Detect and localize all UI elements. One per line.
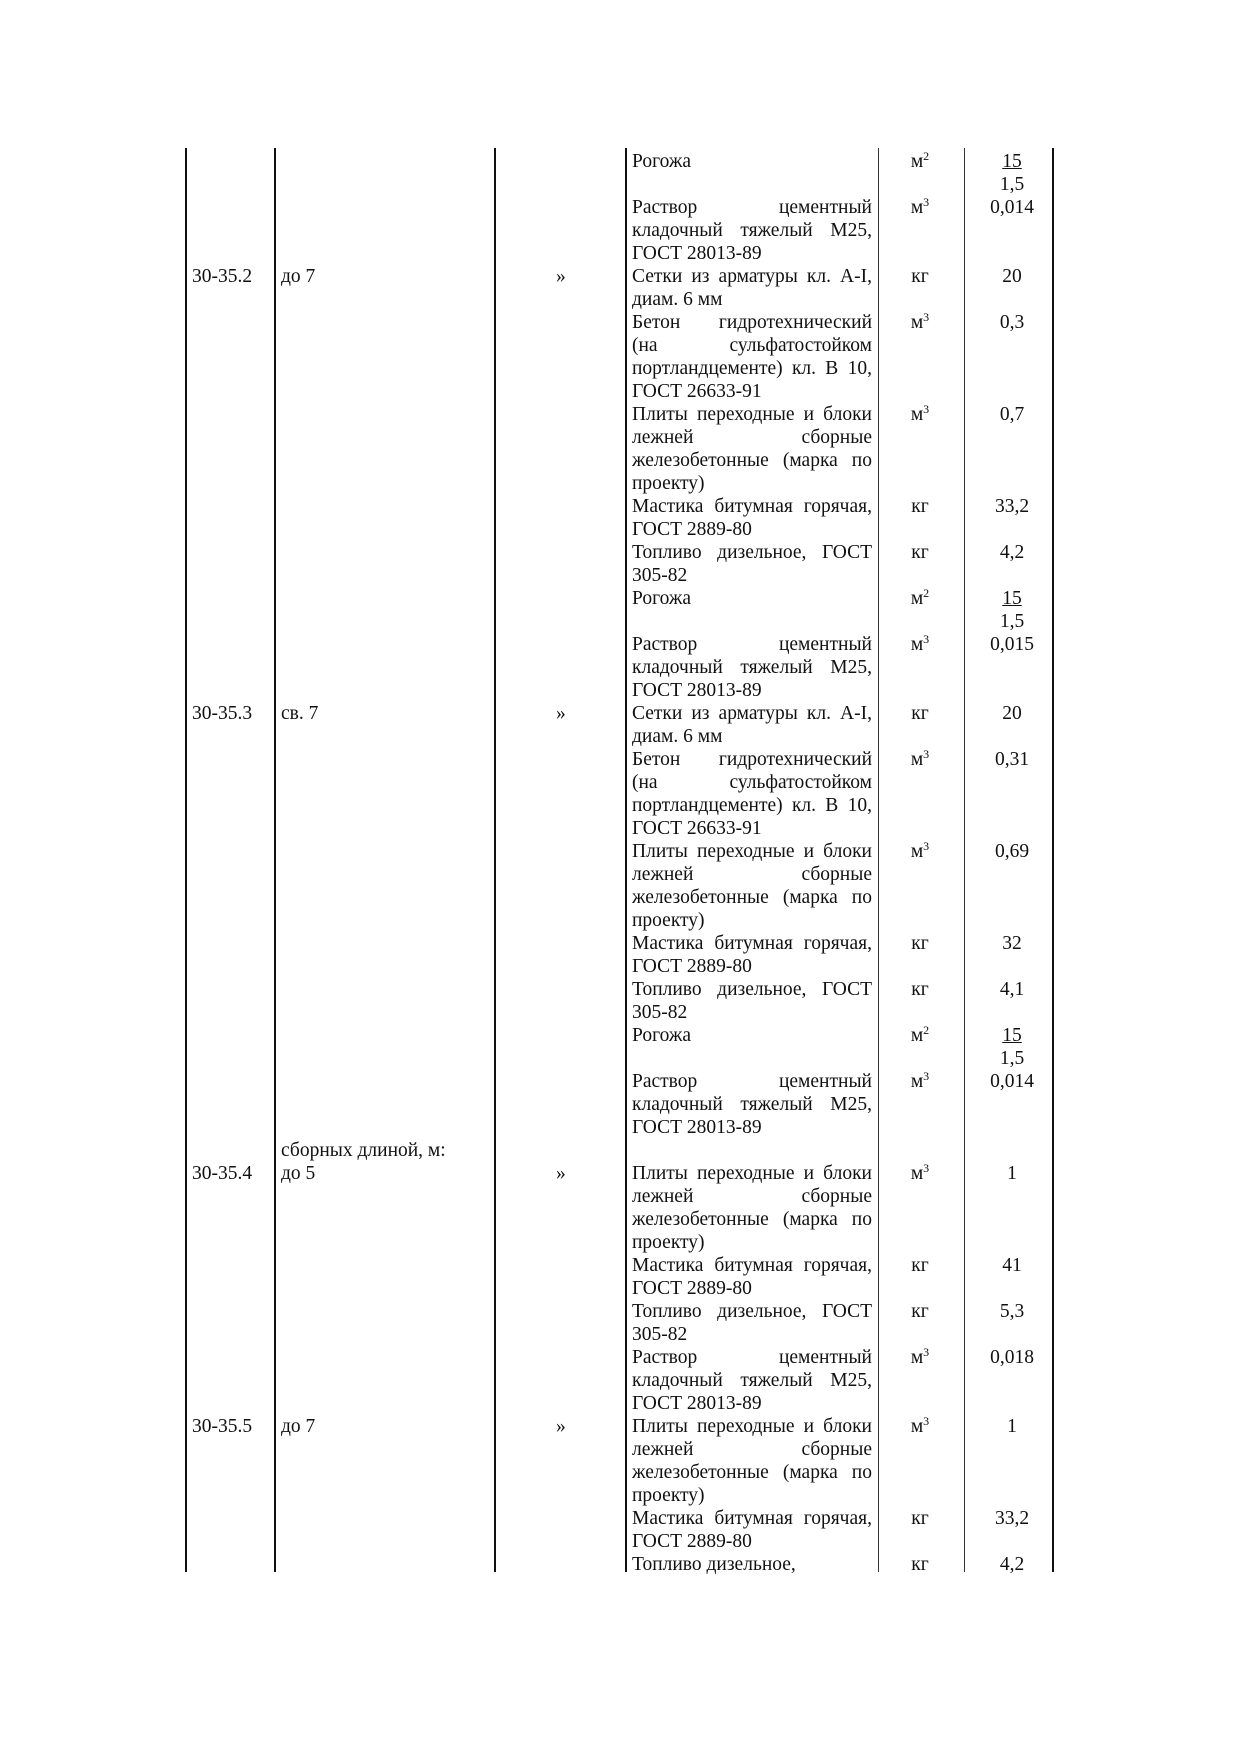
material-name [632, 1300, 872, 1346]
row-unit-ditto: » [556, 266, 566, 287]
unit-base: кг [911, 1554, 929, 1575]
quantity-value [962, 265, 1062, 288]
quantity-value [962, 748, 1062, 771]
material-name [632, 403, 872, 495]
quantity-text: 20 [1002, 703, 1022, 724]
material-name [632, 311, 872, 403]
row-description: до 7 [281, 1416, 316, 1437]
quantity-number [962, 1553, 1062, 1576]
material-name [632, 1553, 872, 1576]
unit-of-measure [890, 311, 950, 334]
unit-base: кг [911, 979, 929, 1000]
material-name-line: Мастика битумная горячая, [632, 496, 872, 517]
quantity-value [962, 1553, 1062, 1576]
unit-base: кг [911, 1255, 929, 1276]
quantity-text: 0,3 [999, 312, 1025, 333]
quantity-text: 0,31 [994, 749, 1030, 770]
unit-exponent: 3 [923, 1161, 930, 1175]
unit-base: м [910, 841, 924, 862]
material-name-line: Бетон гидротехнический [632, 749, 872, 770]
quantity-text: 1,5 [999, 611, 1025, 632]
row-code: 30-35.2 [192, 266, 253, 287]
quantity-text: 0,014 [990, 1071, 1034, 1092]
unit-base: м [910, 197, 924, 218]
material-name-line: Сетки из арматуры кл. А-I, [632, 266, 872, 287]
material-name-line: лежней сборные [632, 1186, 872, 1207]
quantity-number [962, 610, 1062, 633]
quantity-value [962, 587, 1062, 633]
quantity-value [962, 1024, 1062, 1070]
unit-base: кг [911, 496, 929, 517]
material-name-line: Рогожа [632, 588, 692, 609]
material-name-line: ГОСТ 26633-91 [632, 381, 762, 402]
quantity-value [962, 403, 1062, 426]
material-name-line: железобетонные (марка по [632, 887, 872, 908]
quantity-value [962, 702, 1062, 725]
quantity-text: 41 [1002, 1255, 1022, 1276]
unit-of-measure [890, 1162, 950, 1185]
quantity-text: 0,014 [990, 197, 1034, 218]
unit-exponent: 3 [923, 310, 930, 324]
unit-of-measure [890, 748, 950, 771]
row-code: 30-35.5 [192, 1416, 253, 1437]
table-divider-1 [274, 148, 276, 1572]
material-name [632, 702, 872, 748]
quantity-number [962, 196, 1062, 219]
quantity-number [962, 265, 1062, 288]
material-name-line: кладочный тяжелый М25, [632, 220, 872, 241]
unit-of-measure [890, 1300, 950, 1323]
quantity-text: 33,2 [994, 496, 1030, 517]
unit-of-measure [890, 150, 950, 173]
unit-base: м [910, 1163, 924, 1184]
material-name-line: Топливо дизельное, ГОСТ [632, 1301, 872, 1322]
quantity-number [962, 978, 1062, 1001]
unit-exponent: 3 [923, 402, 930, 416]
material-name-line: диам. 6 мм [632, 289, 723, 310]
quantity-text: 0,7 [999, 404, 1025, 425]
table-divider-3 [625, 148, 627, 1572]
quantity-number [962, 587, 1062, 610]
material-name-line: проекту) [632, 1485, 705, 1506]
unit-base: кг [911, 933, 929, 954]
unit-of-measure [890, 1553, 950, 1576]
quantity-text: 20 [1002, 266, 1022, 287]
material-name-line: лежней сборные [632, 1439, 872, 1460]
quantity-number [962, 1070, 1062, 1093]
unit-base: м [910, 312, 924, 333]
material-name [632, 840, 872, 932]
quantity-value [962, 495, 1062, 518]
material-name [632, 633, 872, 702]
row-code: 30-35.3 [192, 703, 253, 724]
quantity-value [962, 633, 1062, 656]
quantity-text: 1 [1007, 1163, 1017, 1184]
material-name [632, 587, 872, 610]
material-name-line: ГОСТ 28013-89 [632, 1117, 762, 1138]
material-name-line: ГОСТ 28013-89 [632, 243, 762, 264]
material-name-line: ГОСТ 2889-80 [632, 1531, 752, 1552]
material-name-line: ГОСТ 28013-89 [632, 1393, 762, 1414]
quantity-text: 1 [1007, 1416, 1017, 1437]
row-code: 30-35.4 [192, 1163, 253, 1184]
unit-base: м [910, 1025, 924, 1046]
material-name-line: ГОСТ 2889-80 [632, 1278, 752, 1299]
material-name-line: Плиты переходные и блоки [632, 1163, 872, 1184]
quantity-number [962, 633, 1062, 656]
quantity-number [962, 311, 1062, 334]
quantity-value [962, 1300, 1062, 1323]
unit-base: м [910, 749, 924, 770]
material-name-line: проекту) [632, 473, 705, 494]
quantity-value [962, 1254, 1062, 1277]
material-name-line: железобетонные (марка по [632, 450, 872, 471]
unit-base: м [910, 1071, 924, 1092]
unit-base: м [910, 588, 924, 609]
row-description-heading: сборных длиной, м: [281, 1140, 446, 1161]
table-divider-4 [878, 148, 879, 1572]
material-name-line: Топливо дизельное, ГОСТ [632, 542, 872, 563]
quantity-value [962, 150, 1062, 196]
material-name-line: Мастика битумная горячая, [632, 933, 872, 954]
material-name-line: (на сульфатостойком [632, 772, 872, 793]
material-name-line: кладочный тяжелый М25, [632, 657, 872, 678]
row-unit-ditto: » [556, 1416, 566, 1437]
unit-of-measure [890, 1070, 950, 1093]
quantity-number [962, 1254, 1062, 1277]
material-name-line: 305-82 [632, 1002, 688, 1023]
row-description: до 7 [281, 266, 316, 287]
unit-base: кг [911, 542, 929, 563]
material-name-line: Мастика битумная горячая, [632, 1255, 872, 1276]
quantity-number [962, 1024, 1062, 1047]
unit-exponent: 3 [923, 1414, 930, 1428]
material-name-line: диам. 6 мм [632, 726, 723, 747]
row-description: до 5 [281, 1163, 316, 1184]
material-name-line: 305-82 [632, 565, 688, 586]
table-divider-2 [494, 148, 496, 1572]
quantity-number [962, 150, 1062, 173]
material-name [632, 265, 872, 311]
unit-exponent: 3 [923, 747, 930, 761]
quantity-number [962, 541, 1062, 564]
quantity-value [962, 1162, 1062, 1185]
material-name [632, 1024, 872, 1047]
quantity-number [962, 1507, 1062, 1530]
quantity-number [962, 932, 1062, 955]
quantity-text: 0,018 [990, 1347, 1034, 1368]
unit-of-measure [890, 1415, 950, 1438]
quantity-value [962, 1415, 1062, 1438]
material-name-line: железобетонные (марка по [632, 1462, 872, 1483]
quantity-text: 5,3 [999, 1301, 1025, 1322]
material-name-line: Раствор цементный [632, 634, 872, 655]
quantity-number [962, 403, 1062, 426]
quantity-text: 0,015 [990, 634, 1034, 655]
quantity-number [962, 1300, 1062, 1323]
quantity-number [962, 840, 1062, 863]
unit-base: кг [911, 266, 929, 287]
row-description: св. 7 [281, 703, 319, 724]
unit-base: кг [911, 1508, 929, 1529]
unit-of-measure [890, 1024, 950, 1047]
material-name [632, 541, 872, 587]
unit-base: м [910, 404, 924, 425]
material-name-line: Сетки из арматуры кл. А-I, [632, 703, 872, 724]
unit-of-measure [890, 978, 950, 1001]
unit-of-measure [890, 702, 950, 725]
quantity-value [962, 311, 1062, 334]
quantity-text: 15 [1002, 1025, 1022, 1046]
row-unit-ditto: » [556, 703, 566, 724]
unit-exponent: 3 [923, 1345, 930, 1359]
material-name-line: Бетон гидротехнический [632, 312, 872, 333]
quantity-text: 1,5 [999, 1048, 1025, 1069]
unit-base: м [910, 1347, 924, 1368]
quantity-value [962, 932, 1062, 955]
unit-exponent: 3 [923, 632, 930, 646]
material-name-line: Плиты переходные и блоки [632, 841, 872, 862]
material-name-line: ГОСТ 28013-89 [632, 680, 762, 701]
material-name-line: Раствор цементный [632, 1347, 872, 1368]
material-name [632, 495, 872, 541]
material-name-line: Топливо дизельное, ГОСТ [632, 979, 872, 1000]
quantity-text: 0,69 [994, 841, 1030, 862]
quantity-text: 33,2 [994, 1508, 1030, 1529]
quantity-value [962, 978, 1062, 1001]
unit-exponent: 2 [923, 586, 930, 600]
unit-base: м [910, 151, 924, 172]
quantity-number [962, 173, 1062, 196]
unit-of-measure [890, 1507, 950, 1530]
quantity-number [962, 1346, 1062, 1369]
material-name-line: кладочный тяжелый М25, [632, 1370, 872, 1391]
quantity-text: 32 [1002, 933, 1022, 954]
quantity-number [962, 1047, 1062, 1070]
material-name-line: 305-82 [632, 1324, 688, 1345]
quantity-text: 15 [1002, 588, 1022, 609]
material-name [632, 932, 872, 978]
unit-exponent: 3 [923, 195, 930, 209]
quantity-value [962, 541, 1062, 564]
material-name [632, 1070, 872, 1139]
quantity-value [962, 840, 1062, 863]
material-name [632, 1162, 872, 1254]
material-name-line: Раствор цементный [632, 1071, 872, 1092]
quantity-text: 15 [1002, 151, 1022, 172]
unit-exponent: 2 [923, 1023, 930, 1037]
material-name-line: кладочный тяжелый М25, [632, 1094, 872, 1115]
material-name [632, 196, 872, 265]
material-name [632, 1415, 872, 1507]
quantity-number [962, 1415, 1062, 1438]
material-name-line: проекту) [632, 1232, 705, 1253]
unit-base: кг [911, 703, 929, 724]
material-name-line: Рогожа [632, 151, 692, 172]
material-name-line: ГОСТ 2889-80 [632, 519, 752, 540]
unit-of-measure [890, 932, 950, 955]
material-name-line: Топливо дизельное, [632, 1554, 796, 1575]
unit-base: м [910, 1416, 924, 1437]
quantity-value [962, 1070, 1062, 1093]
material-name [632, 1507, 872, 1553]
material-name-line: железобетонные (марка по [632, 1209, 872, 1230]
quantity-text: 4,2 [999, 1554, 1025, 1575]
unit-base: кг [911, 1301, 929, 1322]
unit-base: м [910, 634, 924, 655]
material-name [632, 748, 872, 840]
material-name-line: ГОСТ 2889-80 [632, 956, 752, 977]
material-name-line: проекту) [632, 910, 705, 931]
unit-exponent: 3 [923, 1069, 930, 1083]
unit-of-measure [890, 403, 950, 426]
unit-of-measure [890, 587, 950, 610]
unit-of-measure [890, 840, 950, 863]
table-border-left [185, 148, 187, 1572]
row-unit-ditto: » [556, 1163, 566, 1184]
unit-of-measure [890, 495, 950, 518]
quantity-value [962, 196, 1062, 219]
material-name [632, 150, 872, 173]
material-name-line: портландцементе) кл. В 10, [632, 795, 872, 816]
unit-exponent: 2 [923, 149, 930, 163]
unit-of-measure [890, 196, 950, 219]
unit-of-measure [890, 633, 950, 656]
material-name-line: Плиты переходные и блоки [632, 404, 872, 425]
quantity-value [962, 1346, 1062, 1369]
material-name-line: ГОСТ 26633-91 [632, 818, 762, 839]
quantity-value [962, 1507, 1062, 1530]
material-name-line: лежней сборные [632, 864, 872, 885]
quantity-number [962, 1162, 1062, 1185]
material-name-line: Плиты переходные и блоки [632, 1416, 872, 1437]
material-name-line: (на сульфатостойком [632, 335, 872, 356]
quantity-number [962, 702, 1062, 725]
material-name-line: Раствор цементный [632, 197, 872, 218]
unit-of-measure [890, 1346, 950, 1369]
material-name-line: портландцементе) кл. В 10, [632, 358, 872, 379]
quantity-number [962, 748, 1062, 771]
quantity-number [962, 495, 1062, 518]
quantity-text: 4,2 [999, 542, 1025, 563]
material-name-line: Рогожа [632, 1025, 692, 1046]
material-name-line: лежней сборные [632, 427, 872, 448]
unit-of-measure [890, 541, 950, 564]
quantity-text: 1,5 [999, 174, 1025, 195]
material-name [632, 1346, 872, 1415]
quantity-text: 4,1 [999, 979, 1025, 1000]
material-name [632, 978, 872, 1024]
material-name [632, 1254, 872, 1300]
unit-of-measure [890, 265, 950, 288]
unit-of-measure [890, 1254, 950, 1277]
material-name-line: Мастика битумная горячая, [632, 1508, 872, 1529]
unit-exponent: 3 [923, 839, 930, 853]
